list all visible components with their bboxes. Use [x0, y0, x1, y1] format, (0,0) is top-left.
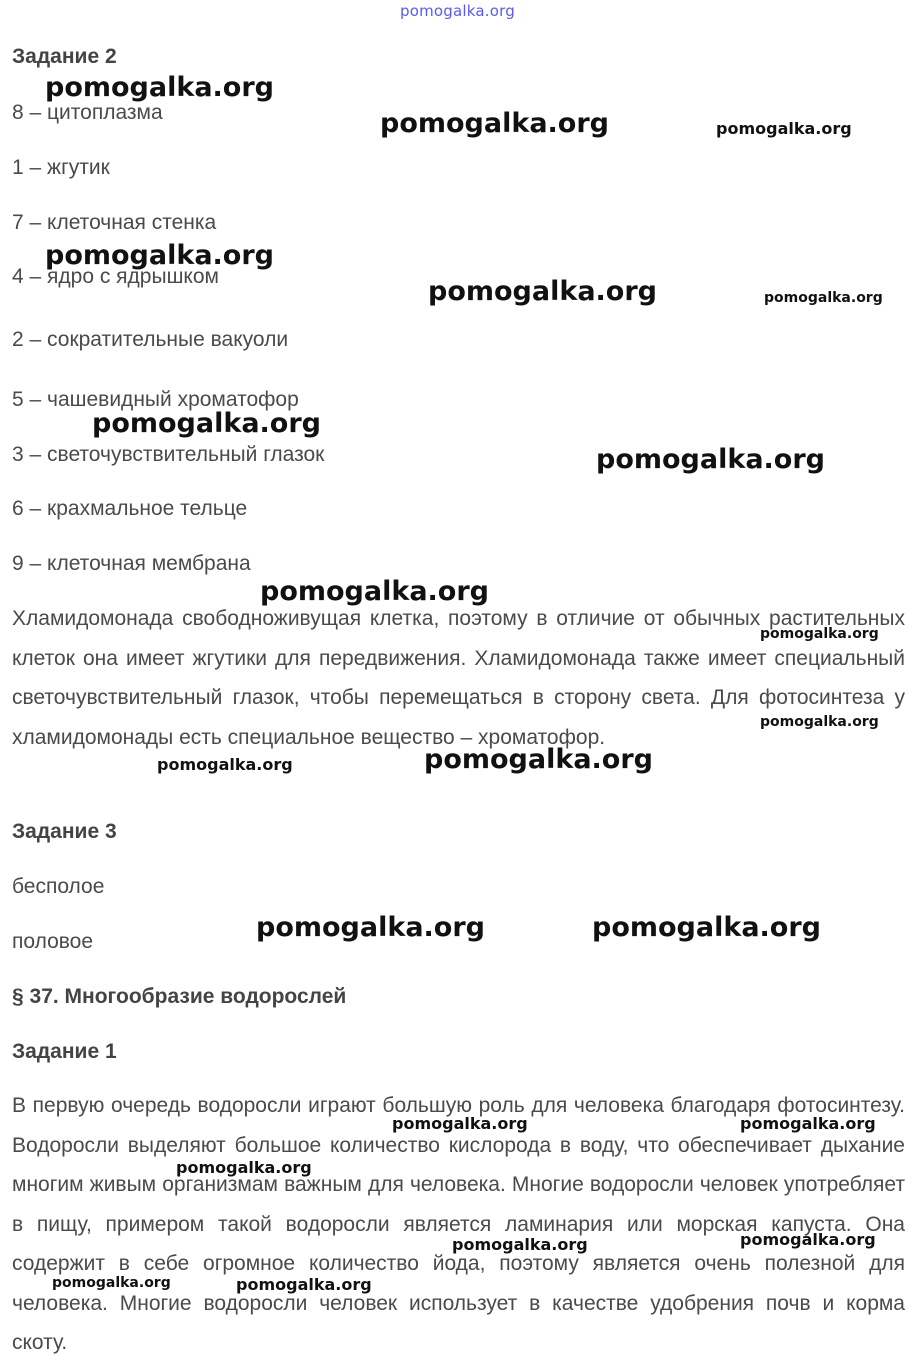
watermark: pomogalka.org	[764, 290, 883, 306]
answer-item: 9 – клеточная мембрана	[12, 552, 251, 575]
watermark: pomogalka.org	[760, 714, 879, 730]
answer-item: 1 – жгутик	[12, 156, 110, 179]
answer-item: 7 – клеточная стенка	[12, 211, 217, 234]
answer-item: 6 – крахмальное тельце	[12, 497, 248, 520]
answer-item: половое	[12, 930, 94, 953]
task-2-heading: Задание 2	[12, 45, 117, 68]
watermark: pomogalka.org	[52, 1275, 171, 1291]
watermark: pomogalka.org	[176, 1158, 312, 1177]
site-link[interactable]: pomogalka.org	[400, 2, 515, 20]
watermark: pomogalka.org	[236, 1275, 372, 1294]
task-1-heading: Задание 1	[12, 1040, 117, 1063]
watermark: pomogalka.org	[740, 1230, 876, 1249]
answer-item: 3 – светочувствительный глазок	[12, 443, 325, 466]
answer-item: 2 – сократительные вакуоли	[12, 328, 289, 351]
answer-item: 5 – чашевидный хроматофор	[12, 388, 299, 411]
section-heading: § 37. Многообразие водорослей	[12, 985, 347, 1008]
watermark: pomogalka.org	[428, 276, 657, 307]
watermark: pomogalka.org	[256, 912, 485, 943]
watermark: pomogalka.org	[452, 1235, 588, 1254]
watermark: pomogalka.org	[45, 240, 274, 271]
answer-item: 8 – цитоплазма	[12, 101, 163, 124]
watermark: pomogalka.org	[392, 1114, 528, 1133]
task-3-heading: Задание 3	[12, 820, 117, 843]
watermark: pomogalka.org	[45, 72, 274, 103]
watermark: pomogalka.org	[424, 744, 653, 775]
watermark: pomogalka.org	[592, 912, 821, 943]
watermark: pomogalka.org	[740, 1114, 876, 1133]
answer-item: 4 – ядро с ядрышком	[12, 265, 219, 288]
watermark: pomogalka.org	[716, 119, 852, 138]
watermark: pomogalka.org	[380, 108, 609, 139]
watermark: pomogalka.org	[260, 576, 489, 607]
watermark: pomogalka.org	[760, 626, 879, 642]
answer-item: бесполое	[12, 875, 105, 898]
watermark: pomogalka.org	[596, 444, 825, 475]
watermark: pomogalka.org	[157, 755, 293, 774]
task-2-paragraph: Хламидомонада свободноживущая клетка, поэтому в отличие от обычных растительных клеток она имеет жгутики для передвижения. Хламидомонада также имеет специальный светочувствительный глазок, чтобы перемещаться в сторону света. Для фотосинтеза у хламидомонады есть специальное вещество – хроматофор.	[12, 607, 905, 749]
watermark: pomogalka.org	[92, 408, 321, 439]
task-1-paragraph: В первую очередь водоросли играют большую роль для человека благодаря фотосинтезу. Водоросли выделяют большое количество кислорода в воду, что обеспечивает дыхание многим живым организмам важным для человека. Многие водоросли человек употребляет в пищу, примером такой водоросли является ламинария или морская капуста. Она содержит в себе огромное количество йода, поэтому является очень полезной для человека. Многие водоросли человек использует в качестве удобрения почв и корма скоту.	[12, 1094, 905, 1354]
